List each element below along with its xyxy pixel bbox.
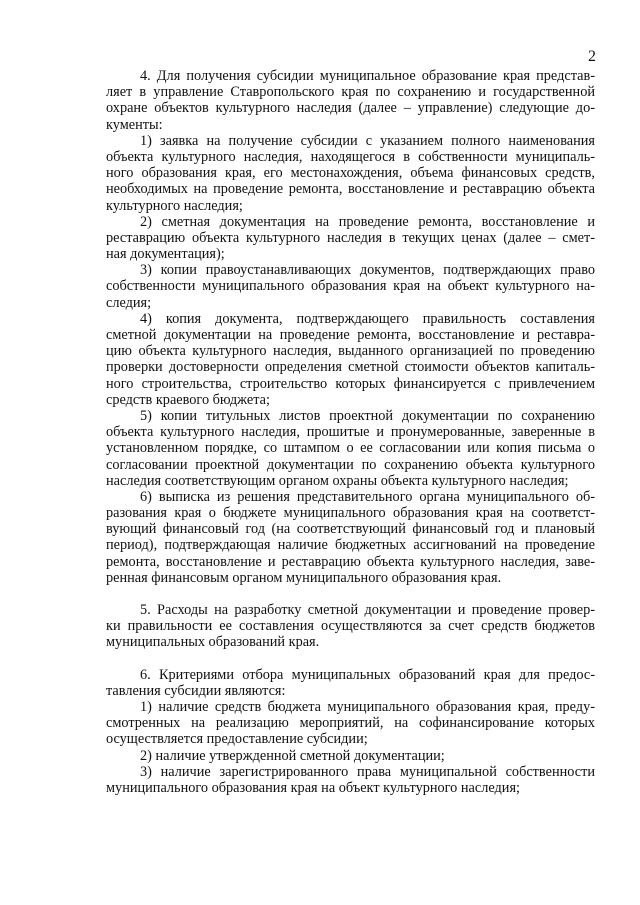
text-line: согласовании проектной документации по сохранению объекта культурного — [106, 456, 595, 473]
text-line: ренная финансовым органом муниципального образования края. — [106, 569, 502, 586]
paragraph-gap — [0, 651, 640, 667]
text-line: 6. Критериями отбора муниципальных образований края для предос- — [140, 666, 595, 683]
text-line: сметной документации на проведение ремонта, восстановление и реставра- — [106, 327, 595, 343]
document-body — [0, 68, 640, 796]
text-line: необходимых на проведение ремонта, восстановление и реставрацию объекта — [106, 181, 595, 198]
text-line: период), подтверждающая наличие бюджетных ассигнований на проведение — [106, 537, 595, 554]
text-line: кументы: — [106, 116, 163, 133]
text-line: объекта культурного наследия, находящегося в собственности муниципаль- — [106, 148, 595, 165]
text-line: 6) выписка из решения представительного органа муниципального об- — [140, 488, 595, 505]
text-line: тавления субсидии являются: — [106, 682, 286, 699]
text-line: 5. Расходы на разработку сметной документации и проведение провер- — [140, 602, 595, 618]
text-line: ремонта, восстановление и реставрацию объекта культурного наследия, заве- — [106, 553, 595, 570]
text-line: следия; — [106, 294, 152, 311]
text-line: 2) наличие утвержденной сметной документации; — [140, 747, 445, 764]
text-line: 2) сметная документация на проведение ремонта, восстановление и — [140, 213, 595, 230]
paragraph-gap — [0, 586, 640, 602]
text-line: 5) копии титульных листов проектной документации по сохранению — [140, 407, 595, 424]
text-line: ного строительства, строительство которых финансируется с привлечением — [106, 375, 595, 392]
text-line: ляет в управление Ставропольского края по сохранению и государственной — [106, 84, 595, 101]
text-line: 3) наличие зарегистрированного права муниципальной собственности — [140, 763, 595, 780]
text-line: 4. Для получения субсидии муниципальное образование края представ- — [140, 68, 595, 84]
text-line: 4) копия документа, подтверждающего правильность составления — [140, 310, 595, 327]
text-line: разования края о бюджете муниципального образования края на соответст- — [106, 505, 595, 522]
page-number: 2 — [588, 48, 596, 65]
text-line: осуществляется предоставление субсидии; — [106, 731, 368, 748]
text-line: ного образования края, его местонахождения, объема финансовых средств, — [106, 165, 595, 182]
text-line: 1) заявка на получение субсидии с указанием полного наименования — [140, 132, 595, 149]
text-line: муниципальных образований края. — [106, 634, 320, 651]
text-line: ки правильности ее составления осуществляются за счет средств бюджетов — [106, 618, 595, 635]
text-line: вующий финансовый год (на соответствующий финансовый год и плановый — [106, 521, 595, 538]
text-line: цию объекта культурного наследия, выданного организацией по проведению — [106, 343, 595, 360]
text-line: 3) копии правоустанавливающих документов, подтверждающих право — [140, 262, 595, 279]
text-line: объекта культурного наследия, прошитые и пронумерованные, заверенные в — [106, 424, 595, 441]
text-line: реставрацию объекта культурного наследия в текущих ценах (далее – смет- — [106, 229, 595, 246]
text-line: культурного наследия; — [106, 197, 243, 214]
text-line: проверки достоверности определения сметной стоимости объектов капиталь- — [106, 359, 595, 376]
text-line: муниципального образования края на объект культурного наследия; — [106, 779, 521, 796]
text-line: установленном порядке, со штампом о ее согласовании или копия письма о — [106, 440, 595, 457]
text-line: наследия соответствующим органом охраны объекта культурного наследия; — [106, 472, 569, 489]
text-line: охране объектов культурного наследия (далее – управление) следующие до- — [106, 100, 595, 117]
text-line: собственности муниципального образования края на объект культурного на- — [106, 278, 595, 295]
text-line: средств краевого бюджета; — [106, 391, 270, 408]
text-line: ная документация); — [106, 246, 225, 263]
text-line: смотренных на реализацию мероприятий, на софинансирование которых — [106, 715, 595, 732]
text-line: 1) наличие средств бюджета муниципального образования края, преду- — [140, 698, 595, 715]
